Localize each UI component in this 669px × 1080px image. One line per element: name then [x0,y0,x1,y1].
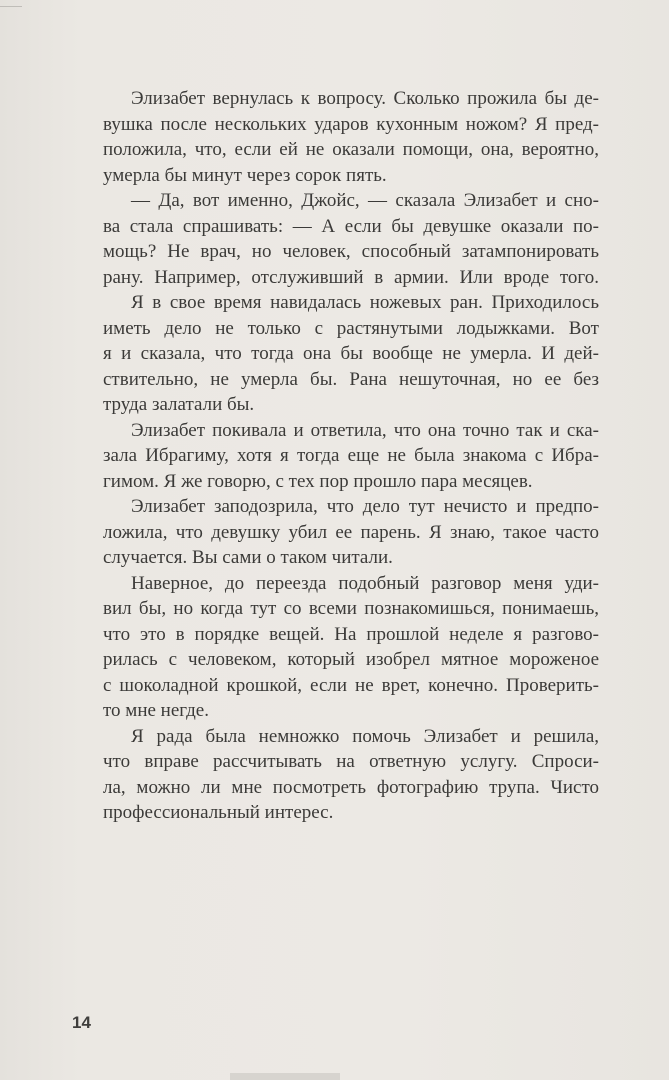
text-line: вил бы, но когда тут со всеми познакомишься, понимаешь, [103,598,599,619]
text-line: труда залатали бы. [103,394,255,415]
text-line: случается. Вы сами о таком читали. [103,547,393,568]
text-line: что это в порядке вещей. На прошлой неделе я разгово- [103,623,599,645]
paragraph [103,86,599,188]
paragraph [103,418,599,495]
text-line: профессиональный интерес. [103,802,334,823]
text-line: Элизабет заподозрила, что дело тут нечисто и предпо- [131,496,599,517]
text-line: иметь дело не только с растянутыми лодыжками. Вот [103,317,599,339]
text-line: умерла бы минут через сорок пять. [103,164,387,186]
corner-scan-mark [0,0,22,7]
text-line: что вправе рассчитывать на ответную услугу. Спроси- [103,751,599,772]
text-line: положила, что, если ей не оказали помощи, она, вероятно, [103,139,599,160]
text-line: мощь? Не врач, но человек, способный затампонировать [103,241,599,262]
paragraph [103,724,599,826]
paragraph [103,188,599,290]
text-line: гимом. Я же говорю, с тех пор прошло пара месяцев. [103,470,533,492]
text-line: рану. Например, отслуживший в армии. Или вроде того. [103,266,599,288]
page-edge-shadow [230,1073,340,1080]
paragraph [103,494,599,571]
text-line: ствительно, не умерла бы. Рана нешуточная, но ее без [103,368,599,390]
body-text [103,86,599,826]
text-line: я и сказала, что тогда она бы вообще не умерла. И дей- [103,343,599,364]
text-line: рилась с человеком, который изобрел мятное мороженое [103,649,599,670]
text-line: Я рада была немножко помочь Элизабет и решила, [131,725,599,747]
text-line: Я в свое время навидалась ножевых ран. Приходилось [131,292,599,313]
text-line: ложила, что девушку убил ее парень. Я знаю, такое часто [103,521,599,543]
paragraph [103,571,599,724]
text-line: Наверное, до переезда подобный разговор меня уди- [131,572,599,594]
text-line: зала Ибрагиму, хотя я тогда еще не была знакома с Ибра- [103,445,599,466]
page-number: 14 [72,1013,91,1032]
text-line: ва стала спрашивать: — А если бы девушке оказали по- [103,215,599,237]
paragraph [103,290,599,418]
text-line: то мне негде. [103,700,209,721]
text-line: вушка после нескольких ударов кухонным ножом? Я пред- [103,113,599,135]
text-line: ла, можно ли мне посмотреть фотографию трупа. Чисто [103,776,599,798]
text-line: — Да, вот именно, Джойс, — сказала Элизабет и сно- [131,190,599,211]
text-line: Элизабет покивала и ответила, что она точно так и ска- [131,419,599,441]
text-line: с шоколадной крошкой, если не врет, конечно. Проверить- [103,674,599,696]
text-line: Элизабет вернулась к вопросу. Сколько прожила бы де- [131,88,599,109]
